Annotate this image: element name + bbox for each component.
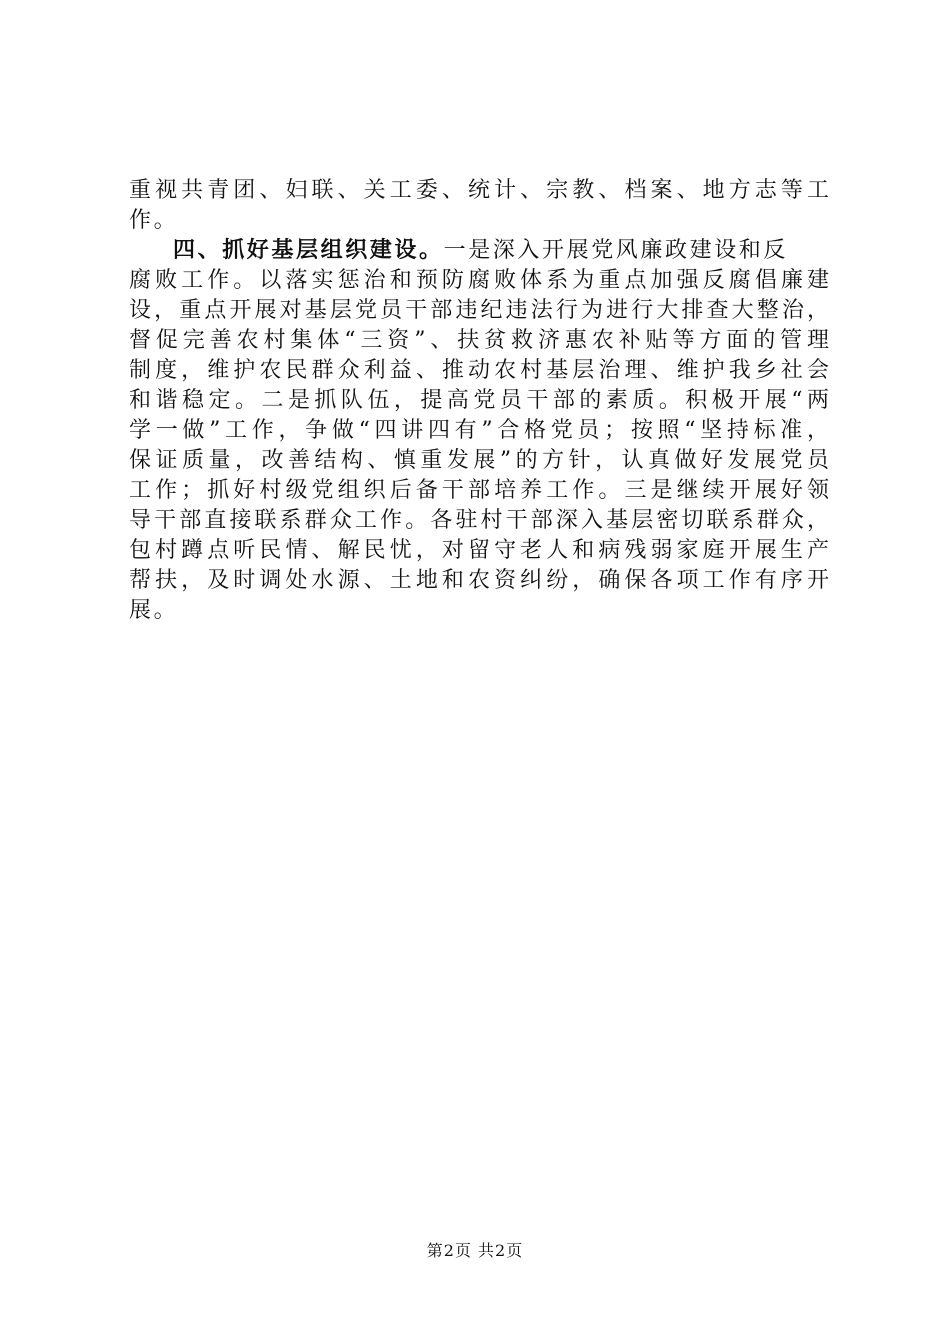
text-line: 督促完善农村集体“三资”、扶贫救济惠农补贴等方面的管理 (129, 328, 829, 353)
text-line: 工作；抓好村级党组织后备干部培养工作。三是继续开展好领 (129, 478, 829, 503)
text-line: 展。 (129, 598, 179, 623)
text-line: 腐败工作。以落实惩治和预防腐败体系为重点加强反腐倡廉建 (129, 268, 829, 293)
text-line: 设，重点开展对基层党员干部违纪违法行为进行大排查大整治， (129, 298, 829, 323)
text-line: 帮扶，及时调处水源、土地和农资纠纷，确保各项工作有序开 (129, 568, 829, 593)
text-line: 导干部直接联系群众工作。各驻村干部深入基层密切联系群众， (129, 508, 829, 533)
text-line (129, 236, 829, 266)
text-run: 一是深入开展党风廉政建设和反 (443, 238, 789, 263)
section-heading: 四、抓好基层组织建设。 (173, 238, 444, 263)
text-line: 重视共青团、妇联、关工委、统计、宗教、档案、地方志等工 (129, 178, 829, 203)
text-line: 制度，维护农民群众利益、推动农村基层治理、维护我乡社会 (129, 358, 829, 383)
paragraph-1 (129, 176, 829, 236)
text-line: 和谐稳定。二是抓队伍，提高党员干部的素质。积极开展“两 (129, 388, 829, 413)
text-line: 保证质量，改善结构、慎重发展”的方针，认真做好发展党员 (129, 448, 829, 473)
text-line: 学一做”工作，争做“四讲四有”合格党员；按照“坚持标准， (129, 418, 829, 443)
document-body (129, 176, 829, 626)
page-number-footer: 第2页 共2页 (426, 1241, 524, 1260)
paragraph-2 (129, 236, 829, 626)
text-line: 包村蹲点听民情、解民忧，对留守老人和病残弱家庭开展生产 (129, 538, 829, 563)
text-line: 作。 (129, 208, 179, 233)
